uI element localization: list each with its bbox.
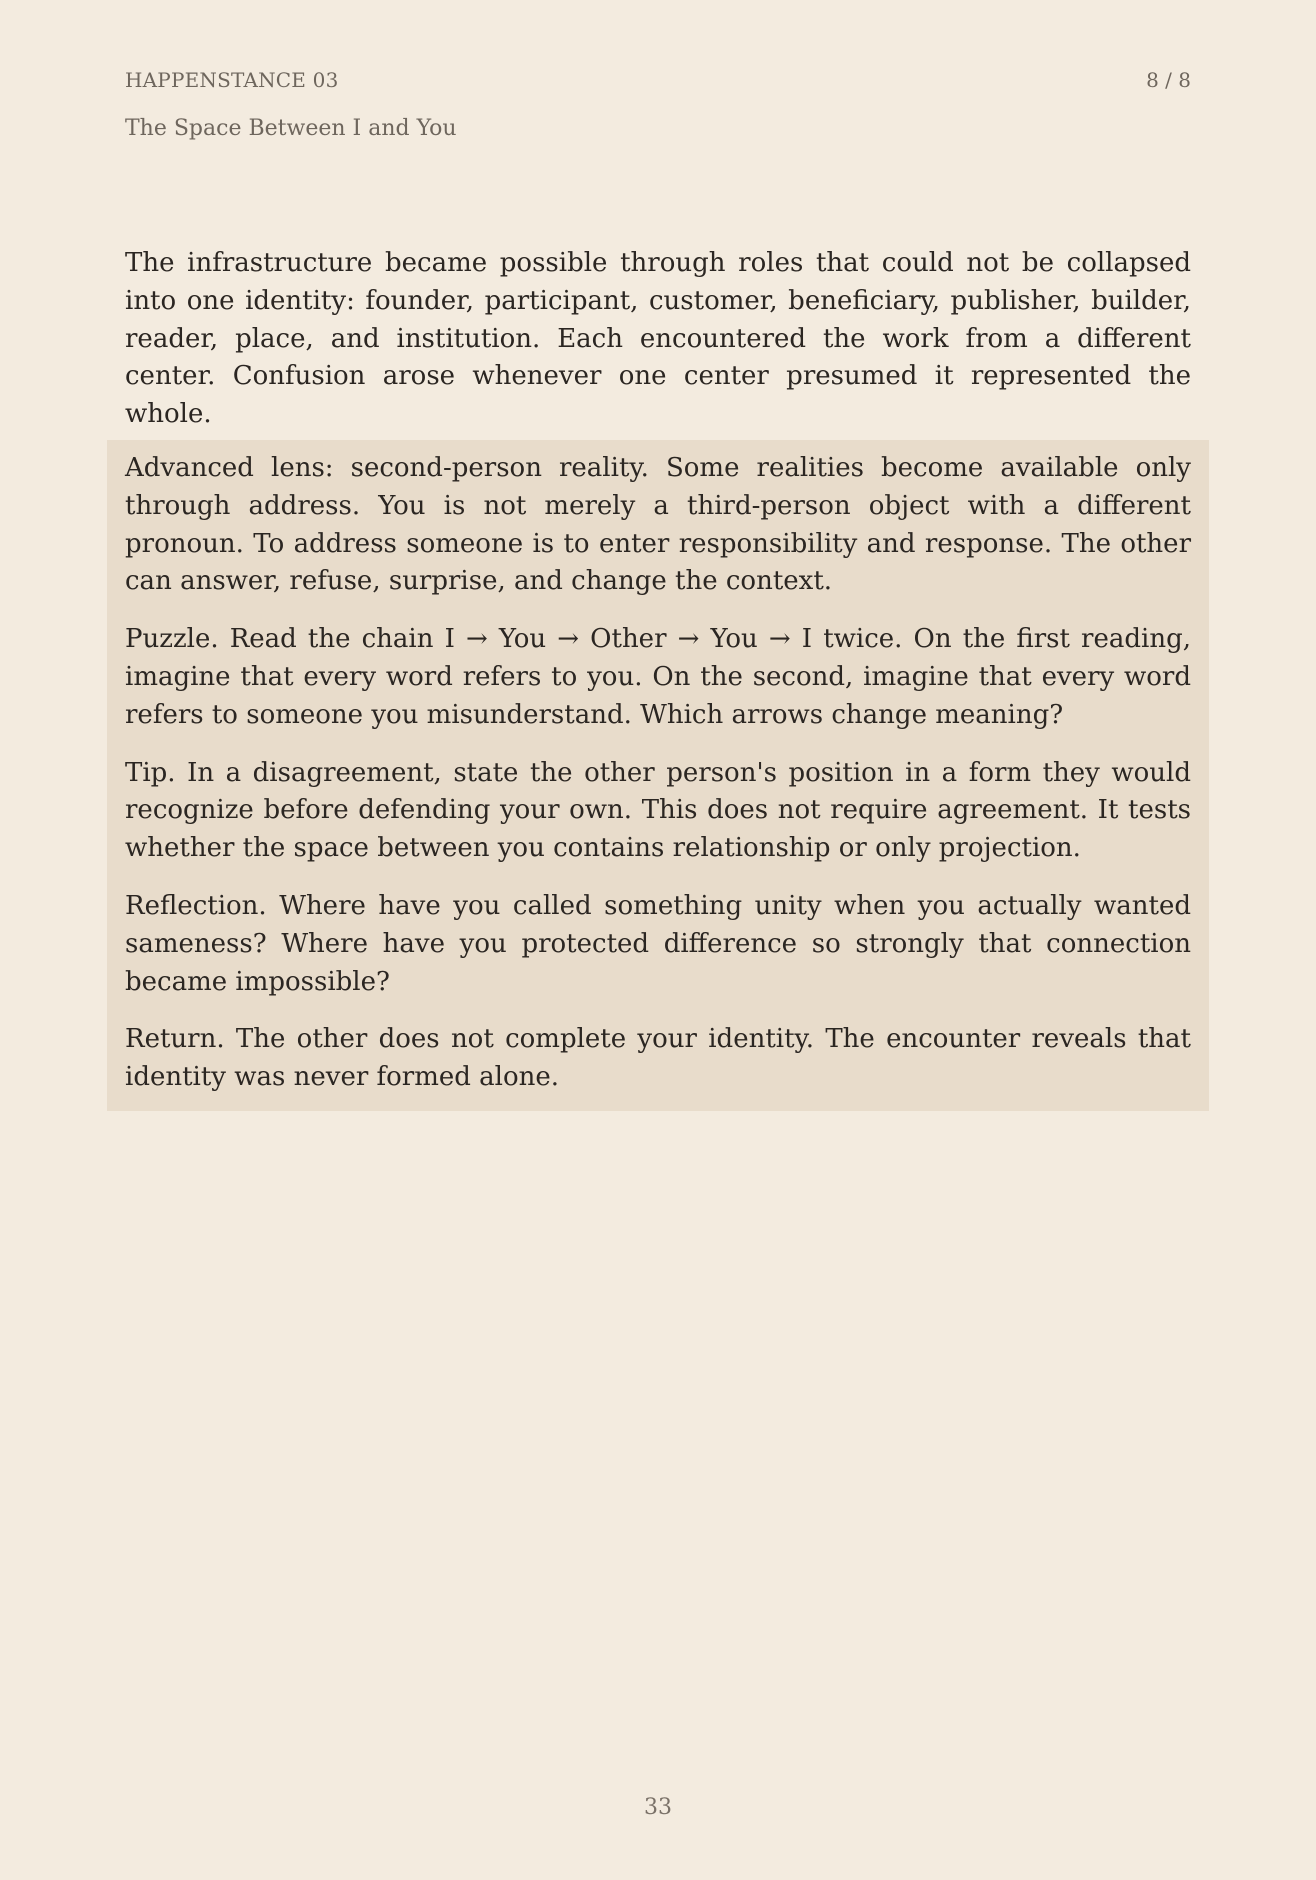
running-header-series: HAPPENSTANCE 03 <box>125 68 339 92</box>
reflection-paragraph: Reflection. Where have you called something unity when you actually wanted sameness? Where have you protected difference so strongly that connection became impossible? <box>125 890 1191 997</box>
section-position: 8 / 8 <box>1146 68 1191 92</box>
advanced-lens-paragraph: Advanced lens: second-person reality. Some realities become available only through address. You is not merely a third-person object with a different pronoun. To address someone is to enter responsibility and response. The other can answer, refuse, surprise, and change the context. <box>125 452 1191 597</box>
intro-paragraph: The infrastructure became possible through roles that could not be collapsed into one identity: founder, participant, customer, beneficiary, publisher, builder, reader, place, and institution. Each encountered the work from a different center. Confusion arose whenever one center presumed it represented the whole. <box>125 248 1191 430</box>
page-number: 33 <box>644 1795 672 1820</box>
highlight-box <box>107 440 1209 1111</box>
return-paragraph: Return. The other does not complete your identity. The encounter reveals that identity was never formed alone. <box>125 1024 1191 1093</box>
puzzle-paragraph: Puzzle. Read the chain I → You → Other → You → I twice. On the first reading, imagine that every word refers to you. On the second, imagine that every word refers to someone you misunderstand. Which arrows change meaning? <box>125 624 1191 730</box>
chapter-title: The Space Between I and You <box>125 116 457 141</box>
tip-paragraph: Tip. In a disagreement, state the other person's position in a form they would recognize before defending your own. This does not require agreement. It tests whether the space between you contains relationship or only projection. <box>125 757 1191 864</box>
page-body <box>125 245 1191 1111</box>
